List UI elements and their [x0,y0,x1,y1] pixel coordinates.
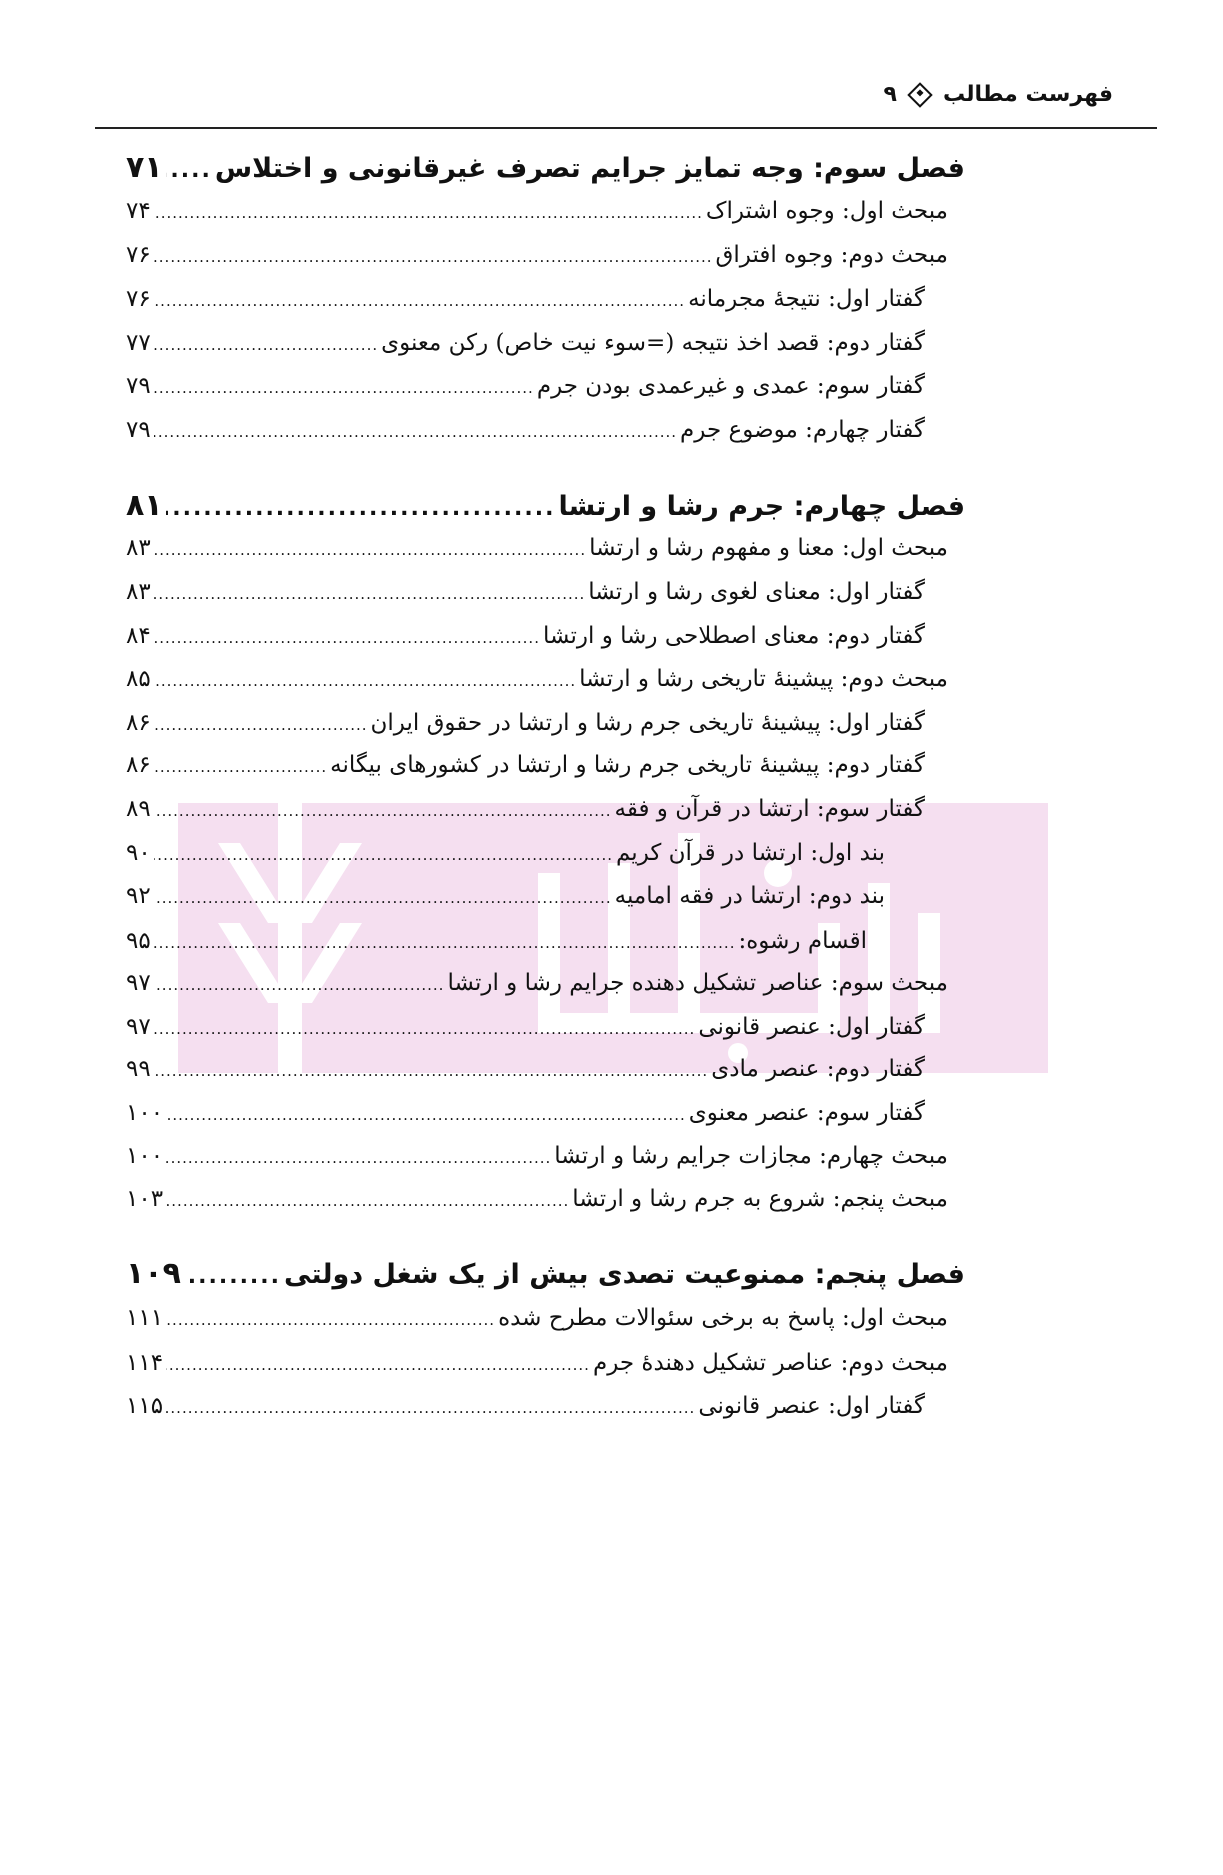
toc-page-number: ۱۰۹ [126,1256,181,1291]
dot-leader [154,541,586,559]
toc-page-number: ۹۹ [126,1056,151,1082]
toc-page-number: ۱۰۰ [126,1100,164,1126]
dot-leader [154,1020,696,1038]
dot-leader [184,1264,281,1289]
toc-page-number: ۸۱ [126,488,163,523]
dot-leader [154,423,677,441]
toc-entry-title: گفتار اول: معنای لغوی رشا و ارتشا [588,579,925,605]
toc-entry [0,1305,1223,1331]
toc-page-number: ۱۱۱ [126,1305,164,1331]
dot-leader [154,292,685,310]
toc-entry-title: مبحث چهارم: مجازات جرایم رشا و ارتشا [554,1143,948,1169]
toc-page-number: ۸۹ [126,796,151,822]
dot-leader [154,1062,708,1080]
toc-entry [0,1393,1223,1419]
toc-entry [0,242,1223,268]
toc-entry [0,883,1223,909]
toc-page-number: ۱۰۳ [126,1186,164,1212]
toc-entry-title: گفتار دوم: معنای اصطلاحی رشا و ارتشا [542,623,925,649]
toc-entry [0,286,1223,312]
toc-entry [0,417,1223,443]
toc-entry-title: مبحث اول: وجوه اشتراک [705,198,948,224]
toc-entry-title: مبحث سوم: عناصر تشکیل دهنده جرایم رشا و ارتشا [447,970,948,996]
toc-page-number: ۷۹ [126,373,151,399]
toc-page-number: ۱۱۵ [126,1393,164,1419]
toc-page-number: ۸۴ [126,623,151,649]
toc-entry-title: گفتار دوم: قصد اخذ نتیجه (=سوء نیت خاص) رکن معنوی [381,330,925,356]
toc-page-number: ۸۳ [126,579,151,605]
toc-entry [0,710,1223,736]
toc-entry-title: گفتار چهارم: موضوع جرم [680,417,925,443]
toc-entry-title: گفتار اول: عنصر قانونی [698,1014,925,1040]
toc-entry-title: گفتار اول: نتیجهٔ مجرمانه [688,286,925,312]
toc-entry [0,970,1223,996]
toc-entry-title: فصل پنجم: ممنوعیت تصدی بیش از یک شغل دولتی [284,1259,965,1290]
toc-entry [0,796,1223,822]
diamond-ornament-icon [907,82,932,107]
header-rule [95,127,1157,129]
toc-page-number: ۷۴ [126,198,151,224]
running-head [884,82,1114,107]
toc-entry [0,1143,1223,1169]
toc-entry [0,752,1223,778]
dot-leader [154,585,586,603]
dot-leader [166,1192,569,1210]
toc-page-number: ۱۰۰ [126,1143,164,1169]
toc-entry-title: اقسام رشوه: [738,928,867,954]
dot-leader [154,976,445,994]
toc-page-number: ۹۷ [126,1014,151,1040]
chapter-heading [0,1256,1223,1291]
toc-entry-title: گفتار دوم: پیشینهٔ تاریخی جرم رشا و ارتشا در کشورهای بیگانه [330,752,925,778]
dot-leader [154,758,327,776]
toc-entry [0,928,1223,954]
toc-entry-title: مبحث پنجم: شروع به جرم رشا و ارتشا [572,1186,948,1212]
toc-entry-title: مبحث اول: پاسخ به برخی سئوالات مطرح شده [498,1305,948,1331]
dot-leader [154,336,378,354]
toc-entry [0,373,1223,399]
header-title: فهرست مطالب [942,82,1113,107]
toc-page-number: ۹۵ [126,928,151,954]
dot-leader [154,716,368,734]
toc-entry [0,666,1223,692]
dot-leader [166,1399,695,1417]
toc-entry [0,840,1223,866]
toc-entry-title: بند اول: ارتشا در قرآن کریم [615,840,885,866]
toc-entry-title: گفتار اول: پیشینهٔ تاریخی جرم رشا و ارتشا در حقوق ایران [370,710,925,736]
toc-page-number: ۷۷ [126,330,151,356]
toc-entry-title: گفتار سوم: عمدی و غیرعمدی بودن جرم [536,373,925,399]
toc-entry [0,1056,1223,1082]
toc-entry [0,1100,1223,1126]
toc-page-number: ۷۱ [126,150,163,185]
toc-page-number: ۷۶ [126,286,151,312]
toc-page-number: ۸۵ [126,666,151,692]
toc-page-number: ۷۹ [126,417,151,443]
toc-entry-title: مبحث اول: معنا و مفهوم رشا و ارتشا [589,535,948,561]
toc-entry [0,330,1223,356]
dot-leader [154,846,613,864]
dot-leader [154,889,612,907]
dot-leader [166,496,556,521]
toc-entry-title: مبحث دوم: عناصر تشکیل دهندهٔ جرم [592,1350,948,1376]
toc-entry-title: بند دوم: ارتشا در فقه امامیه [614,883,885,909]
dot-leader [154,248,713,266]
toc-entry [0,535,1223,561]
chapter-heading [0,150,1223,185]
toc-entry [0,579,1223,605]
dot-leader [154,934,736,952]
dot-leader [154,379,534,397]
toc-page-number: ۹۷ [126,970,151,996]
toc-page-number: ۹۰ [126,840,151,866]
dot-leader [166,1106,686,1124]
toc-entry-title: مبحث دوم: وجوه افتراق [715,242,948,268]
toc-entry-title: فصل چهارم: جرم رشا و ارتشا [558,491,965,522]
toc-page-number: ۱۱۴ [126,1350,164,1376]
dot-leader [166,1149,551,1167]
header-page-number: ۹ [883,82,897,107]
toc-entry-title: گفتار اول: عنصر قانونی [698,1393,925,1419]
toc-entry-title: گفتار سوم: ارتشا در قرآن و فقه [614,796,925,822]
toc-entry-title: فصل سوم: وجه تمایز جرایم تصرف غیرقانونی و اختلاس [214,153,965,184]
dot-leader [154,204,703,222]
toc-page-number: ۹۲ [126,883,151,909]
toc-entry [0,1186,1223,1212]
toc-entry-title: مبحث دوم: پیشینهٔ تاریخی رشا و ارتشا [579,666,948,692]
toc-entry-title: گفتار دوم: عنصر مادی [711,1056,925,1082]
toc-page-number: ۸۶ [126,752,151,778]
dot-leader [154,802,612,820]
toc-page-number: ۸۶ [126,710,151,736]
toc-entry-title: گفتار سوم: عنصر معنوی [688,1100,925,1126]
toc-page-number: ۷۶ [126,242,151,268]
toc-entry [0,623,1223,649]
chapter-heading [0,488,1223,523]
dot-leader [166,158,212,183]
toc-entry [0,198,1223,224]
toc-entry [0,1350,1223,1376]
dot-leader [166,1356,590,1374]
toc-entry [0,1014,1223,1040]
dot-leader [166,1311,495,1329]
toc-page-number: ۸۳ [126,535,151,561]
dot-leader [154,672,576,690]
dot-leader [154,629,540,647]
